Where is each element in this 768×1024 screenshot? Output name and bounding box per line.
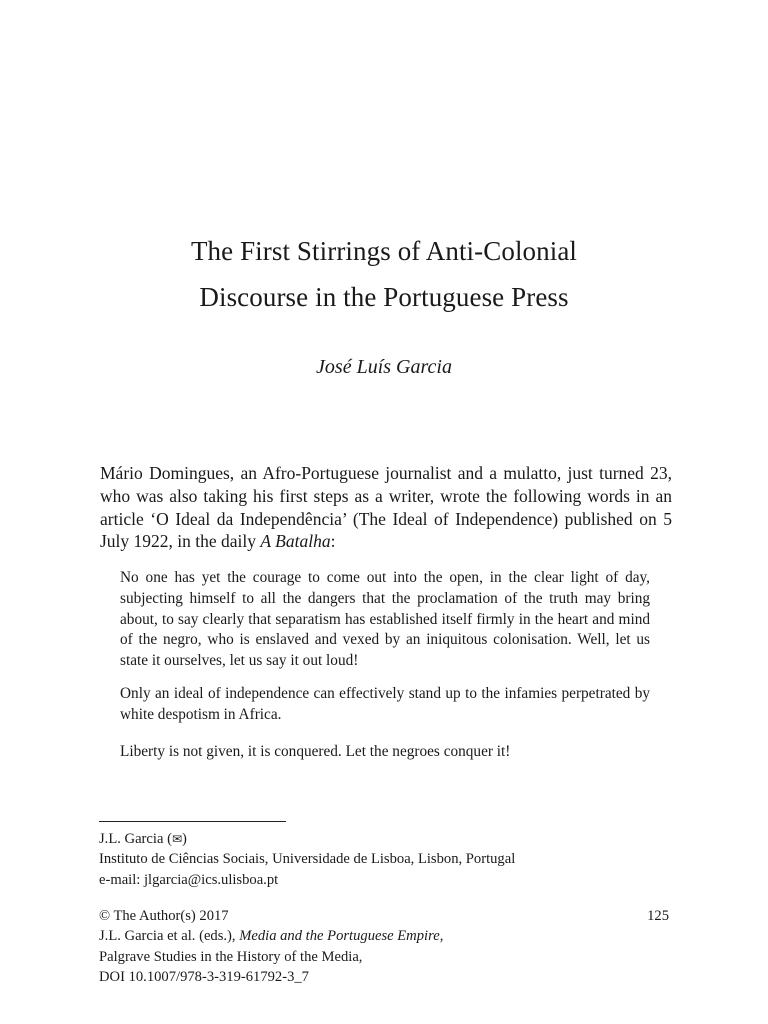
- series-line: Palgrave Studies in the History of the Media,: [99, 948, 363, 965]
- newspaper-title: A Batalha: [260, 531, 331, 552]
- block-quote-paragraph-2: Only an ideal of independence can effectively stand up to the infamies perpetrated by white despotism in Africa.: [120, 685, 650, 723]
- doi-line[interactable]: DOI 10.1007/978-3-319-61792-3_7: [99, 969, 309, 986]
- copyright-line: © The Author(s) 2017: [99, 908, 229, 924]
- book-editors: J.L. Garcia et al. (eds.),: [99, 928, 240, 945]
- affiliation-name-end: ): [182, 831, 187, 847]
- chapter-title-line-2: Discourse in the Portuguese Press: [199, 282, 569, 312]
- book-citation-comma: ,: [439, 928, 444, 945]
- block-quote-paragraph-3: Liberty is not given, it is conquered. Let the negroes conquer it!: [120, 743, 511, 760]
- affiliation-email[interactable]: e-mail: jlgarcia@ics.ulisboa.pt: [99, 871, 279, 888]
- copyright-block: [99, 906, 659, 988]
- intro-text: Mário Domingues, an Afro-Portuguese journalist and a mulatto, just turned 23, who was also taking his first steps as a writer, wrote the following words in an article ‘O Ideal da Independência’ (The Ideal of Independence) published on 5 July 1922, in the daily: [100, 463, 672, 552]
- footnote-rule: [99, 821, 286, 822]
- book-title: Media and the Portuguese Empire: [239, 928, 440, 945]
- affiliation-institute: Instituto de Ciências Sociais, Universidade de Lisboa, Lisbon, Portugal: [99, 851, 516, 868]
- author-affiliation: [99, 829, 659, 890]
- chapter-title: [0, 228, 768, 320]
- author-name: José Luís Garcia: [316, 356, 452, 378]
- envelope-icon: ✉: [171, 832, 182, 846]
- page-number: 125: [647, 908, 669, 924]
- affiliation-name: J.L. Garcia (: [99, 831, 172, 847]
- affiliation-name-line: [99, 829, 659, 849]
- chapter-title-line-1: The First Stirrings of Anti-Colonial: [190, 236, 578, 266]
- block-quote-paragraph-1: No one has yet the courage to come out into the open, in the clear light of day, subjecting himself to all the dangers that the proclamation of the truth may bring about, to say clearly that separatism has established itself firmly in the heart and mind of the negro, who is enslaved and vexed by an iniquitous colonisation. Well, let us state it ourselves, let us say it out loud!: [120, 569, 650, 670]
- book-citation-line: [99, 926, 659, 946]
- intro-paragraph: [100, 462, 672, 553]
- intro-end: :: [330, 531, 336, 552]
